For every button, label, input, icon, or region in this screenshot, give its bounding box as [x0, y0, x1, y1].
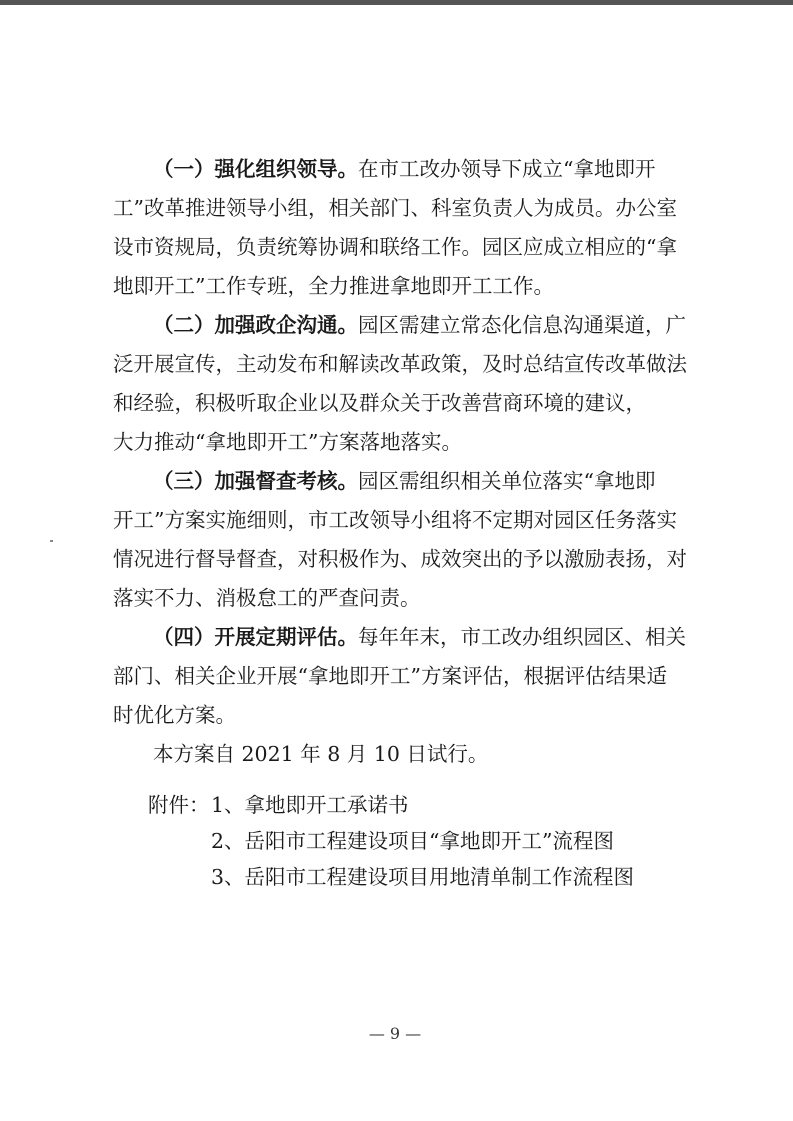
section-1-line: 地即开工”工作专班，全力推进拿地即开工工作。: [113, 274, 554, 298]
section-3-first-line: [113, 462, 693, 501]
section-2-heading: （二）加强政企沟通。: [153, 313, 358, 337]
section-1-first-line: [113, 150, 693, 189]
section-3-heading: （三）加强督查考核。: [153, 469, 358, 493]
scan-speck: [50, 540, 53, 542]
section-1-text: 在市工改办领导下成立“拿地即开: [358, 157, 656, 181]
section-4-line: 时优化方案。: [113, 703, 236, 727]
section-4-line: 部门、相关企业开展“拿地即开工”方案评估，根据评估结果适: [113, 664, 667, 688]
document-body: [113, 150, 693, 774]
section-2-line: 和经验，积极听取企业以及群众关于改善营商环境的建议，: [113, 391, 646, 415]
page-number: — 9 —: [368, 1024, 422, 1043]
attachment-item-3: 3、岳阳市工程建设项目用地清单制工作流程图: [211, 865, 635, 889]
section-4-heading: （四）开展定期评估。: [153, 625, 358, 649]
attachment-item-2: 2、岳阳市工程建设项目“拿地即开工”流程图: [211, 829, 615, 853]
section-4-first-line: [113, 618, 693, 657]
section-3-line: 落实不力、消极怠工的严查问责。: [113, 586, 421, 610]
section-3-line: 开工”方案实施细则，市工改领导小组将不定期对园区任务落实: [113, 508, 677, 532]
section-1-line: 工”改革推进领导小组，相关部门、科室负责人为成员。办公室: [113, 196, 677, 220]
section-2-line: 大力推动“拿地即开工”方案落地落实。: [113, 430, 462, 454]
trial-statement: 本方案自 2021 年 8 月 10 日试行。: [153, 742, 489, 766]
section-4-text: 每年年末，市工改办组织园区、相关: [358, 625, 686, 649]
attachment-item-1: 1、拿地即开工承诺书: [211, 793, 409, 817]
section-3-line: 情况进行督导督查，对积极作为、成效突出的予以激励表扬，对: [113, 547, 687, 571]
attachment-label: 附件：: [148, 793, 210, 817]
section-1-heading: （一）强化组织领导。: [153, 157, 358, 181]
scan-top-edge: [0, 0, 793, 5]
section-2-line: 泛开展宣传，主动发布和解读改革政策，及时总结宣传改革做法: [113, 352, 687, 376]
section-2-first-line: [113, 306, 693, 345]
section-1-line: 设市资规局，负责统筹协调和联络工作。园区应成立相应的“拿: [113, 235, 677, 259]
section-2-text: 园区需建立常态化信息沟通渠道，广: [358, 313, 686, 337]
section-3-text: 园区需组织相关单位落实“拿地即: [358, 469, 656, 493]
